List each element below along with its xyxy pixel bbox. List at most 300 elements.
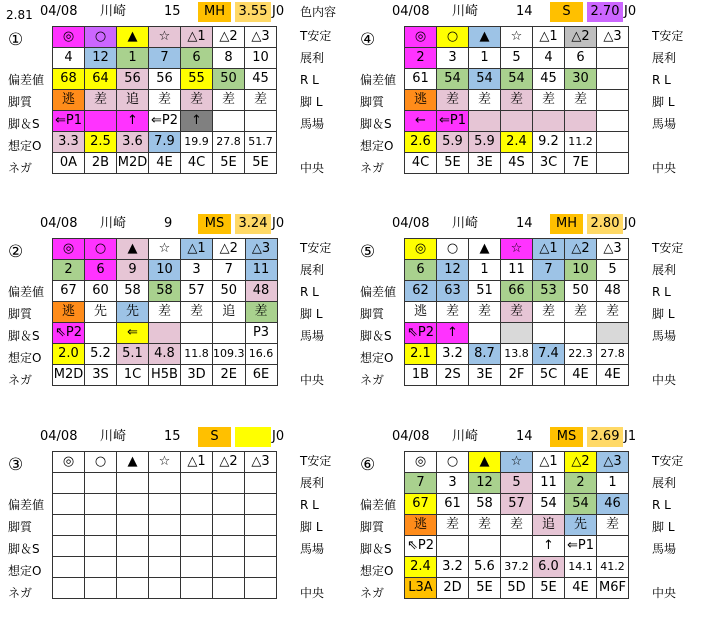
header-races: 15 xyxy=(164,4,181,19)
row-side-label: 馬場 xyxy=(652,329,677,343)
panel-number: ⑥ xyxy=(360,455,376,475)
grid-cell: 5D xyxy=(501,578,533,599)
grid-cell: 差 xyxy=(533,90,565,111)
header-jockey: J0 xyxy=(272,216,285,231)
grid-cell: 13.8 xyxy=(501,344,533,365)
header-grade: MS xyxy=(198,214,231,234)
row-label: 脚質 xyxy=(8,95,33,109)
grid-cell: 7 xyxy=(213,260,246,281)
grid-cell: 11 xyxy=(501,260,533,281)
grid-cell: 1B xyxy=(405,365,437,386)
grid-cell xyxy=(597,536,629,557)
header-date: 04/08 xyxy=(392,216,430,231)
grid-cell: 60 xyxy=(85,281,117,302)
row-side-label: 展利 xyxy=(652,51,677,65)
row-label: 脚＆S xyxy=(360,117,392,131)
grid-cell xyxy=(149,557,181,578)
grid-cell: △1 xyxy=(533,452,565,473)
header-date: 04/08 xyxy=(392,4,430,19)
row-label: ネガ xyxy=(360,586,385,600)
grid-cell: 差 xyxy=(245,90,277,111)
grid-cell: 4C xyxy=(181,153,213,174)
grid-cell: 3E xyxy=(469,365,501,386)
grid-cell xyxy=(149,515,181,536)
grid-cell: 57 xyxy=(181,281,213,302)
grid-cell: 差 xyxy=(501,515,533,536)
grid-cell xyxy=(597,111,629,132)
grid-cell: 差 xyxy=(181,302,213,323)
grid-cell: 5.9 xyxy=(437,132,469,153)
header-jockey: J0 xyxy=(624,4,637,19)
grid-cell: 5E xyxy=(213,153,245,174)
grid-cell xyxy=(597,132,629,153)
grid-cell xyxy=(533,111,565,132)
grid-row xyxy=(53,536,277,557)
header-value: 3.55 xyxy=(235,2,271,22)
grid-cell: 3.2 xyxy=(437,557,469,578)
grid-cell: 差 xyxy=(181,90,213,111)
grid-cell: 45 xyxy=(245,69,277,90)
grid-cell xyxy=(85,557,117,578)
grid-cell: 12 xyxy=(85,48,117,69)
grid-cell xyxy=(181,578,213,599)
grid-cell: 差 xyxy=(149,302,181,323)
grid-cell: 5C xyxy=(533,365,565,386)
grid-row xyxy=(53,323,278,344)
grid-cell: 5E xyxy=(533,578,565,599)
row-label: 脚＆S xyxy=(8,542,40,556)
header-races: 15 xyxy=(164,429,181,444)
grid-row xyxy=(405,536,629,557)
grid-row xyxy=(405,48,629,69)
grid-cell: 54 xyxy=(437,69,469,90)
grid-cell: 2E xyxy=(213,365,246,386)
grid-cell: 53 xyxy=(533,281,565,302)
grid-cell xyxy=(469,323,501,344)
grid-cell xyxy=(117,515,149,536)
header-place: 川崎 xyxy=(100,4,127,19)
header-races: 14 xyxy=(516,4,533,19)
grid-cell xyxy=(53,557,85,578)
grid-cell: 14.1 xyxy=(565,557,597,578)
horse-grid xyxy=(404,451,629,599)
grid-cell: P3 xyxy=(245,323,277,344)
row-side-label: 脚 L xyxy=(652,520,675,534)
grid-cell xyxy=(149,473,181,494)
grid-cell: 11.8 xyxy=(181,344,213,365)
grid-cell: 5.2 xyxy=(85,344,117,365)
grid-cell: △1 xyxy=(181,27,213,48)
grid-cell: 差 xyxy=(213,90,245,111)
grid-row xyxy=(405,69,629,90)
grid-cell: 6 xyxy=(181,48,213,69)
grid-cell: 5.1 xyxy=(117,344,149,365)
grid-row xyxy=(405,365,629,386)
grid-cell: 3S xyxy=(85,365,117,386)
grid-cell: 7E xyxy=(565,153,597,174)
grid-cell: 先 xyxy=(117,302,149,323)
grid-cell: 2.5 xyxy=(85,132,117,153)
grid-cell: 0A xyxy=(53,153,85,174)
grid-cell: △2 xyxy=(565,452,597,473)
grid-cell xyxy=(181,557,213,578)
grid-cell xyxy=(85,494,117,515)
row-side-label: 馬場 xyxy=(652,542,677,556)
grid-cell: 54 xyxy=(469,69,501,90)
grid-cell: △3 xyxy=(597,452,629,473)
grid-cell: 1 xyxy=(469,48,501,69)
grid-cell xyxy=(533,323,565,344)
grid-row xyxy=(53,281,278,302)
grid-cell xyxy=(53,494,85,515)
grid-cell: 67 xyxy=(405,494,437,515)
row-label: 偏差値 xyxy=(360,73,397,87)
row-side-label: 脚 L xyxy=(300,520,323,534)
grid-cell xyxy=(181,494,213,515)
grid-cell xyxy=(213,323,246,344)
grid-cell: 差 xyxy=(469,90,501,111)
grid-row xyxy=(405,281,629,302)
row-label: 脚質 xyxy=(360,307,385,321)
grid-cell: 2.0 xyxy=(53,344,85,365)
grid-cell xyxy=(213,578,245,599)
header-grade: S xyxy=(550,2,583,22)
grid-row xyxy=(53,132,277,153)
row-label: 想定O xyxy=(360,139,394,153)
header-grade: MS xyxy=(550,427,583,447)
grid-row xyxy=(405,90,629,111)
row-label: 脚＆S xyxy=(360,329,392,343)
grid-cell: 3 xyxy=(181,260,213,281)
grid-cell: 4 xyxy=(533,48,565,69)
row-side-label: 中央 xyxy=(300,586,325,600)
grid-row xyxy=(53,473,277,494)
grid-row xyxy=(405,344,629,365)
grid-cell: ▲ xyxy=(469,239,501,260)
grid-cell: 58 xyxy=(117,281,149,302)
grid-cell: 10 xyxy=(565,260,597,281)
grid-cell: 5.9 xyxy=(469,132,501,153)
row-label: ネガ xyxy=(8,586,33,600)
header-place: 川崎 xyxy=(452,4,479,19)
header-jockey: J0 xyxy=(272,429,285,444)
panel-number: ⑤ xyxy=(360,242,376,262)
grid-cell: 8 xyxy=(213,48,245,69)
grid-row xyxy=(53,557,277,578)
grid-cell xyxy=(149,323,181,344)
grid-cell: 4 xyxy=(53,48,85,69)
grid-cell: 逃 xyxy=(53,90,85,111)
grid-cell xyxy=(597,90,629,111)
grid-row xyxy=(53,494,277,515)
grid-cell: ○ xyxy=(437,239,469,260)
row-label: ネガ xyxy=(360,373,385,387)
grid-cell: 12 xyxy=(437,260,469,281)
grid-row xyxy=(53,48,277,69)
grid-cell: 差 xyxy=(149,90,181,111)
grid-cell: 差 xyxy=(469,515,501,536)
grid-cell: 差 xyxy=(501,302,533,323)
grid-row xyxy=(405,557,629,578)
grid-cell xyxy=(245,494,277,515)
grid-cell: ↑ xyxy=(437,323,469,344)
grid-cell: 3E xyxy=(469,153,501,174)
grid-cell: ⇐P1 xyxy=(565,536,597,557)
header-jockey: J1 xyxy=(624,429,637,444)
grid-cell xyxy=(245,536,277,557)
grid-row xyxy=(405,111,629,132)
grid-cell: ⇖P2 xyxy=(405,536,437,557)
grid-row xyxy=(405,302,629,323)
grid-cell: ◎ xyxy=(405,239,437,260)
grid-cell xyxy=(117,473,149,494)
grid-cell: 差 xyxy=(469,302,501,323)
grid-cell: ○ xyxy=(437,27,469,48)
race-panel xyxy=(352,425,692,625)
race-panel xyxy=(352,0,692,200)
row-label: 脚質 xyxy=(360,95,385,109)
row-label: 偏差値 xyxy=(8,285,45,299)
grid-cell xyxy=(85,473,117,494)
grid-row xyxy=(405,494,629,515)
grid-cell: 8.7 xyxy=(469,344,501,365)
grid-row xyxy=(53,153,277,174)
grid-cell: 2 xyxy=(53,260,85,281)
grid-cell: 6 xyxy=(85,260,117,281)
grid-cell xyxy=(565,111,597,132)
grid-cell xyxy=(85,323,117,344)
horse-grid xyxy=(52,451,277,599)
grid-cell: 30 xyxy=(565,69,597,90)
grid-cell: 先 xyxy=(565,515,597,536)
grid-cell xyxy=(117,536,149,557)
row-label: ネガ xyxy=(8,373,33,387)
grid-cell: 差 xyxy=(565,90,597,111)
grid-cell xyxy=(117,578,149,599)
grid-cell: 10 xyxy=(149,260,181,281)
grid-cell: 37.2 xyxy=(501,557,533,578)
grid-cell: 16.6 xyxy=(245,344,277,365)
grid-cell: ◎ xyxy=(53,452,85,473)
row-label: 想定O xyxy=(360,564,394,578)
grid-cell xyxy=(149,578,181,599)
header-value: 2.80 xyxy=(587,214,623,234)
grid-cell: 58 xyxy=(149,281,181,302)
grid-cell: 2B xyxy=(85,153,117,174)
grid-cell xyxy=(85,578,117,599)
grid-cell: ☆ xyxy=(501,27,533,48)
grid-cell: 11 xyxy=(533,473,565,494)
row-side-label: T安定 xyxy=(652,454,684,468)
grid-cell xyxy=(597,69,629,90)
grid-cell: 45 xyxy=(533,69,565,90)
grid-cell: 3 xyxy=(437,473,469,494)
grid-cell: 差 xyxy=(437,515,469,536)
grid-row xyxy=(53,111,277,132)
row-side-label: T安定 xyxy=(300,454,332,468)
row-side-label: T安定 xyxy=(652,29,684,43)
grid-cell: △1 xyxy=(533,27,565,48)
grid-cell xyxy=(85,536,117,557)
grid-cell: 2F xyxy=(501,365,533,386)
grid-cell: 11 xyxy=(245,260,277,281)
grid-cell: △3 xyxy=(245,239,277,260)
header-extra: 色内容 xyxy=(300,5,337,19)
grid-cell xyxy=(501,111,533,132)
grid-cell: 5 xyxy=(501,473,533,494)
row-label: 想定O xyxy=(360,351,394,365)
grid-cell: 2.4 xyxy=(501,132,533,153)
row-label: 想定O xyxy=(8,564,42,578)
grid-row xyxy=(405,473,629,494)
grid-cell: 差 xyxy=(437,90,469,111)
row-label: ネガ xyxy=(8,161,33,175)
grid-row xyxy=(405,153,629,174)
grid-cell xyxy=(85,515,117,536)
grid-cell: 5 xyxy=(501,48,533,69)
grid-cell: 4S xyxy=(501,153,533,174)
grid-cell: 61 xyxy=(405,69,437,90)
row-label: 脚質 xyxy=(360,520,385,534)
grid-row xyxy=(53,69,277,90)
grid-cell xyxy=(245,578,277,599)
header-place: 川崎 xyxy=(452,216,479,231)
grid-cell: 1 xyxy=(597,473,629,494)
header-place: 川崎 xyxy=(100,429,127,444)
grid-cell: ▲ xyxy=(469,452,501,473)
grid-cell: ○ xyxy=(437,452,469,473)
grid-cell: 56 xyxy=(117,69,149,90)
grid-cell xyxy=(53,473,85,494)
row-side-label: 中央 xyxy=(300,161,325,175)
grid-cell xyxy=(85,111,117,132)
grid-cell xyxy=(149,536,181,557)
row-side-label: 展利 xyxy=(652,263,677,277)
grid-cell xyxy=(597,153,629,174)
grid-cell: △2 xyxy=(565,27,597,48)
grid-cell xyxy=(597,48,629,69)
header-races: 14 xyxy=(516,216,533,231)
row-label: 脚＆S xyxy=(360,542,392,556)
grid-cell: 56 xyxy=(149,69,181,90)
grid-cell: 4C xyxy=(405,153,437,174)
grid-cell xyxy=(213,557,245,578)
row-side-label: R L xyxy=(652,498,671,512)
grid-cell: 68 xyxy=(53,69,85,90)
grid-row xyxy=(53,365,278,386)
grid-cell: 差 xyxy=(437,302,469,323)
grid-cell: ◎ xyxy=(53,27,85,48)
row-side-label: 脚 L xyxy=(300,95,323,109)
row-side-label: T安定 xyxy=(652,241,684,255)
grid-row xyxy=(405,515,629,536)
grid-cell: ▲ xyxy=(117,27,149,48)
grid-cell: 2 xyxy=(565,473,597,494)
grid-cell xyxy=(469,111,501,132)
grid-cell: 41.2 xyxy=(597,557,629,578)
grid-cell: 6 xyxy=(405,260,437,281)
horse-grid xyxy=(52,26,277,174)
grid-cell xyxy=(181,536,213,557)
grid-cell: △3 xyxy=(597,27,629,48)
grid-cell: 追 xyxy=(213,302,246,323)
grid-cell: 差 xyxy=(245,302,277,323)
grid-cell: 5E xyxy=(469,578,501,599)
grid-cell xyxy=(501,536,533,557)
grid-cell: 逃 xyxy=(405,515,437,536)
panel-number: ② xyxy=(8,242,24,262)
grid-cell: 67 xyxy=(53,281,85,302)
grid-cell xyxy=(597,323,629,344)
grid-cell: 48 xyxy=(245,281,277,302)
grid-cell: 50 xyxy=(213,69,245,90)
grid-cell: ▲ xyxy=(117,239,149,260)
row-side-label: 馬場 xyxy=(300,329,325,343)
grid-row xyxy=(53,344,278,365)
grid-cell: 4E xyxy=(565,365,597,386)
grid-cell: △1 xyxy=(533,239,565,260)
panel-number: ① xyxy=(8,30,24,50)
row-side-label: 中央 xyxy=(652,161,677,175)
grid-cell: 6 xyxy=(565,48,597,69)
grid-cell: 22.3 xyxy=(565,344,597,365)
grid-cell: △2 xyxy=(213,239,246,260)
grid-row xyxy=(53,260,278,281)
grid-cell: M6F xyxy=(597,578,629,599)
grid-cell: L3A xyxy=(405,578,437,599)
grid-row xyxy=(405,323,629,344)
grid-cell: 追 xyxy=(533,515,565,536)
grid-cell xyxy=(245,515,277,536)
grid-cell: △2 xyxy=(213,27,245,48)
grid-cell: 3C xyxy=(533,153,565,174)
grid-cell: ↑ xyxy=(533,536,565,557)
row-label: ネガ xyxy=(360,161,385,175)
grid-cell: △2 xyxy=(213,452,245,473)
grid-cell: 51.7 xyxy=(245,132,277,153)
grid-cell: 2.4 xyxy=(405,557,437,578)
horse-grid xyxy=(52,238,278,386)
grid-cell: 27.8 xyxy=(597,344,629,365)
row-side-label: 中央 xyxy=(652,586,677,600)
row-label: 脚＆S xyxy=(8,329,40,343)
row-side-label: 脚 L xyxy=(652,95,675,109)
grid-cell: 2 xyxy=(405,48,437,69)
grid-cell: 61 xyxy=(437,494,469,515)
race-panel xyxy=(0,425,340,625)
grid-row xyxy=(405,132,629,153)
grid-row xyxy=(53,239,278,260)
grid-cell: 6E xyxy=(245,365,277,386)
row-side-label: 展利 xyxy=(300,476,325,490)
grid-cell: 2S xyxy=(437,365,469,386)
grid-cell: 5 xyxy=(597,260,629,281)
grid-cell: ○ xyxy=(85,239,117,260)
grid-cell xyxy=(213,111,245,132)
grid-cell: 5.6 xyxy=(469,557,501,578)
grid-cell: 1 xyxy=(117,48,149,69)
race-panel xyxy=(0,212,340,412)
row-label: 偏差値 xyxy=(8,73,45,87)
grid-cell: 2.6 xyxy=(405,132,437,153)
grid-cell xyxy=(245,557,277,578)
grid-cell: ○ xyxy=(85,27,117,48)
grid-cell xyxy=(565,323,597,344)
grid-cell xyxy=(501,323,533,344)
grid-cell: 1C xyxy=(117,365,149,386)
grid-cell: ⇐P1 xyxy=(437,111,469,132)
row-label: 偏差値 xyxy=(360,285,397,299)
